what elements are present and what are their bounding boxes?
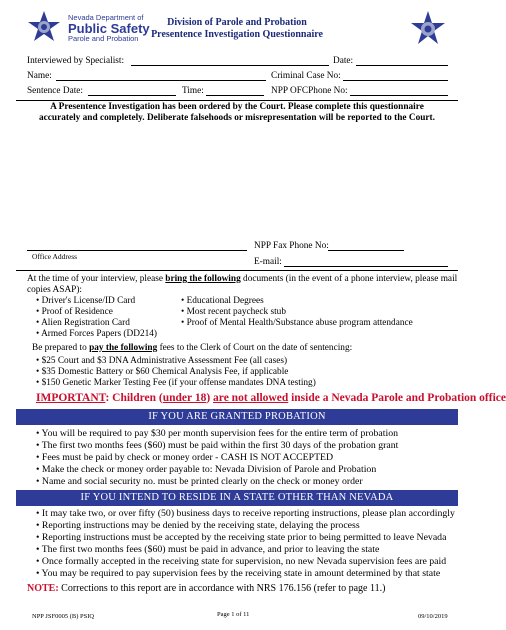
time-label: Time:: [182, 86, 204, 96]
email-label: E-mail:: [254, 257, 282, 267]
npp-ofc-phone-label: NPP OFCPhone No:: [271, 86, 348, 96]
npp-fax-field[interactable]: [328, 250, 404, 251]
documents-intro-a: At the time of your interview, please: [27, 274, 166, 284]
page-number: Page 1 of 11: [217, 611, 250, 618]
other-state-item: • Reporting instructions must be accepted by the receiving state prior to being permitted to leave Nevada: [36, 532, 447, 543]
document-item-degrees: • Educational Degrees: [181, 296, 264, 306]
document-item-mental-health: • Proof of Mental Health/Substance abuse program attendance: [181, 318, 413, 328]
npp-fax-label: NPP Fax Phone No:: [254, 241, 329, 251]
document-item-paycheck: • Most recent paycheck stub: [181, 307, 286, 317]
date-label: Date:: [333, 56, 354, 66]
office-address-label: Office Address: [32, 252, 78, 261]
note-text: [27, 583, 385, 595]
agency-logo: [68, 14, 148, 43]
form-title: [150, 17, 324, 41]
note-body: Corrections to this report are in accordance with NRS 176.156 (refer to page 11.): [58, 583, 386, 594]
documents-intro: [27, 274, 457, 285]
agency-line3: Parole and Probation: [68, 34, 139, 43]
documents-intro-b: bring the following: [165, 274, 241, 284]
other-state-item: • Reporting instructions may be denied by the receiving state, delaying the process: [36, 520, 360, 531]
notice-line1: A Presentence Investigation has been ordered by the Court. Please complete this questionnaire: [50, 102, 424, 112]
document-item-residence: • Proof of Residence: [36, 307, 113, 317]
note-label: NOTE:: [27, 583, 59, 594]
name-field[interactable]: [56, 80, 266, 81]
other-state-item: • The first two months fees ($60) must be paid in advance, and prior to leaving the state: [36, 544, 380, 555]
fee-item-domestic: • $35 Domestic Battery or $60 Chemical Analysis Fee, if applicable: [36, 367, 289, 377]
notice-text: [16, 102, 458, 124]
fee-item-court: • $25 Court and $3 DNA Administrative Assessment Fee (all cases): [36, 356, 288, 366]
important-text-b: under 18: [162, 392, 207, 404]
document-item-license: • Driver's License/ID Card: [36, 296, 136, 306]
criminal-case-label: Criminal Case No:: [271, 71, 341, 81]
fees-intro: [32, 343, 352, 354]
important-text-e: inside a Nevada Parole and Probation office: [288, 392, 506, 404]
important-text-d: are not allowed: [213, 392, 289, 404]
other-state-item: • Once formally accepted in the receiving state for supervision, no new Nevada supervision fees are paid: [36, 556, 447, 567]
notice-line2: accurately and completely. Deliberate falsehoods or misrepresentation will be reported to the Court.: [39, 113, 435, 123]
form-id: NPP JSF0005 (B) PSIQ: [32, 613, 95, 620]
fee-item-genetic: • $150 Genetic Marker Testing Fee (if your offense mandates DNA testing): [36, 378, 316, 388]
email-field[interactable]: [284, 266, 448, 267]
probation-item: • Name and social security no. must be printed clearly on the check or money order: [36, 476, 363, 487]
probation-item: • The first two months fees ($60) must be paid within the first 30 days of the probation grant: [36, 440, 399, 451]
office-address-field[interactable]: [27, 250, 247, 251]
fees-intro-b: pay the following: [89, 343, 158, 353]
documents-intro-c: documents (in the event of a phone interview, please mail: [240, 274, 458, 284]
other-state-item: • You may be required to pay supervision fees by the receiving state in amount determined by that state: [36, 568, 441, 579]
name-label: Name:: [27, 71, 52, 81]
important-text-c: ): [206, 392, 214, 404]
document-item-alien-card: • Alien Registration Card: [36, 318, 130, 328]
footer-date: 09/10/2019: [418, 613, 448, 620]
sentence-date-label: Sentence Date:: [27, 86, 84, 96]
right-badge-icon: [408, 10, 448, 50]
probation-item: • Fees must be paid by check or money order - CASH IS NOT ACCEPTED: [36, 452, 334, 463]
probation-heading: IF YOU ARE GRANTED PROBATION: [16, 409, 458, 425]
divider: [16, 100, 458, 101]
other-state-item: • It may take two, or over fifty (50) business days to receive reporting instructions, please plan accordingly: [36, 508, 455, 519]
documents-intro-line2: copies ASAP):: [27, 285, 83, 295]
probation-item: • Make the check or money order payable to: Nevada Division of Parole and Probation: [36, 464, 377, 475]
interviewed-by-field[interactable]: [131, 65, 329, 66]
fees-intro-a: Be prepared to: [32, 343, 90, 353]
sentence-date-field[interactable]: [88, 95, 176, 96]
form-title-line1: Division of Parole and Probation: [167, 17, 307, 28]
form-title-line2: Presentence Investigation Questionnaire: [151, 29, 323, 40]
agency-line2: Public Safety: [68, 21, 150, 36]
agency-line1: Nevada Department of: [68, 13, 144, 22]
criminal-case-field[interactable]: [343, 80, 448, 81]
date-field[interactable]: [356, 65, 448, 66]
other-state-heading: IF YOU INTEND TO RESIDE IN A STATE OTHER THAN NEVADA: [16, 490, 458, 506]
important-text-a: : Children (: [105, 392, 163, 404]
fees-intro-c: fees to the Clerk of Court on the date of sentencing:: [157, 343, 353, 353]
left-badge-icon: [26, 10, 62, 46]
divider: [16, 270, 458, 271]
time-field[interactable]: [206, 95, 264, 96]
probation-item: • You will be required to pay $30 per month supervision fees for the entire term of probation: [36, 428, 399, 439]
important-notice: [36, 391, 506, 405]
important-label: IMPORTANT: [36, 392, 106, 404]
document-item-armed-forces: • Armed Forces Papers (DD214): [36, 329, 157, 339]
npp-ofc-phone-field[interactable]: [350, 95, 448, 96]
interviewed-by-label: Interviewed by Specialist:: [27, 56, 125, 66]
